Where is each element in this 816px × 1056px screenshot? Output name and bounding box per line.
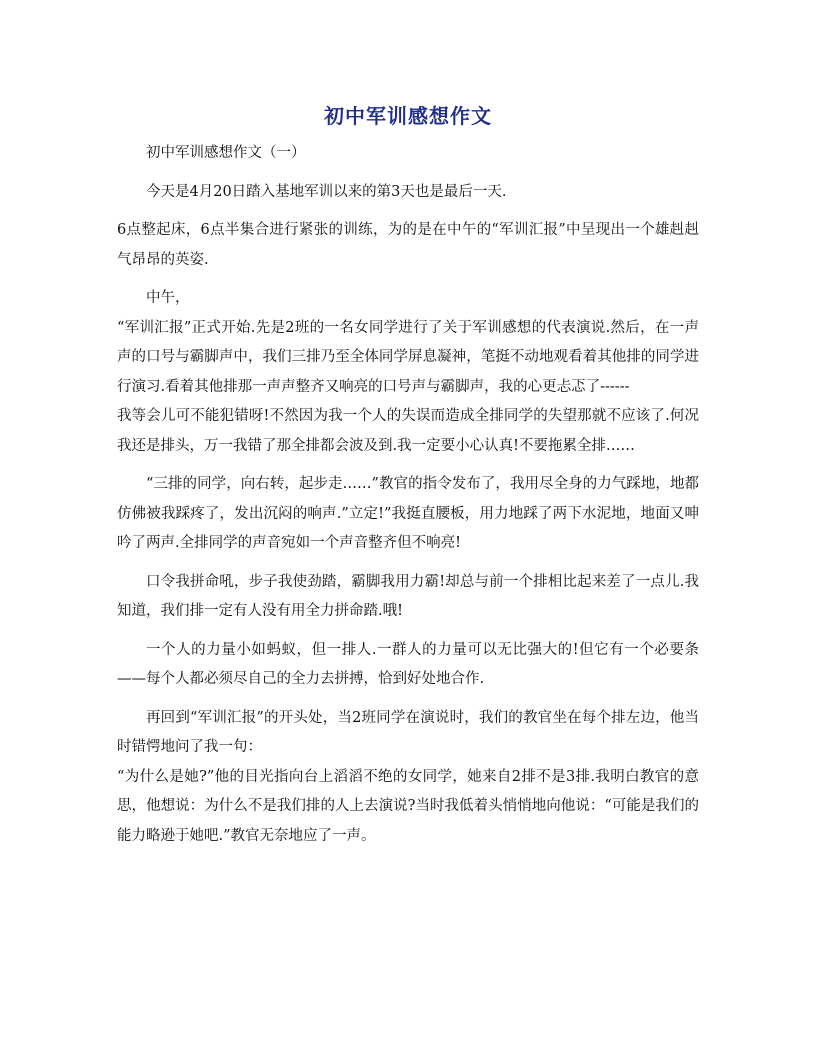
document-body (117, 139, 699, 851)
paragraph-subtitle: 初中军训感想作文（一） (146, 145, 306, 161)
document-title: 初中军训感想作文 (324, 104, 492, 128)
paragraph: 中午， (146, 290, 190, 306)
paragraph: “为什么是她?”他的目光指向台上滔滔不绝的女同学，她来自2排不是3排.我明白教官的意思，他想说：为什么不是我们排的人上去演说?当时我低着头悄悄地向他说：“可能是我们的能力略逊于她吧.”教官无奈地应了一声。 (117, 768, 699, 844)
paragraph: 今天是4月20日踏入基地军训以来的第3天也是最后一天. (146, 183, 507, 200)
paragraph: 再回到“军训汇报”的开头处，当2班同学在演说时，我们的教官坐在每个排左边，他当时错愕地问了我一句： (117, 709, 699, 755)
paragraph: “三排的同学，向右转，起步走……”教官的指令发布了，我用尽全身的力气踩地，地都仿佛被我踩疼了，发出沉闷的响声.”立定!”我挺直腰板，用力地踩了两下水泥地，地面又呻吟了两声.全排同学的声音宛如一个声音整齐但不响亮! (117, 476, 699, 551)
paragraph: 口令我拼命吼，步子我使劲踏，霸脚我用力霸!却总与前一个排相比起来差了一点儿.我知道，我们排一定有人没有用全力拼命踏.哦! (117, 573, 699, 619)
paragraph: 6点整起床，6点半集合进行紧张的训练，为的是在中午的“军训汇报”中呈现出一个雄赳赳气昂昂的英姿. (117, 222, 699, 268)
paragraph: 我等会儿可不能犯错呀!不然因为我一个人的失误而造成全排同学的失望那就不应该了.何况我还是排头，万一我错了那全排都会波及到.我一定要小心认真!不要拖累全排…… (117, 408, 699, 454)
paragraph: “军训汇报”正式开始.先是2班的一名女同学进行了关于军训感想的代表演说.然后，在一声声的口号与霸脚声中，我们三排乃至全体同学屏息凝神，笔挺不动地观看着其他排的同学进行演习.看着其他排那一声声整齐又响亮的口号声与霸脚声，我的心更忐忑了------ (117, 319, 699, 395)
paragraph: 一个人的力量小如蚂蚁，但一排人.一群人的力量可以无比强大的!但它有一个必要条——每个人都必须尽自己的全力去拼搏，恰到好处地合作. (117, 641, 699, 687)
